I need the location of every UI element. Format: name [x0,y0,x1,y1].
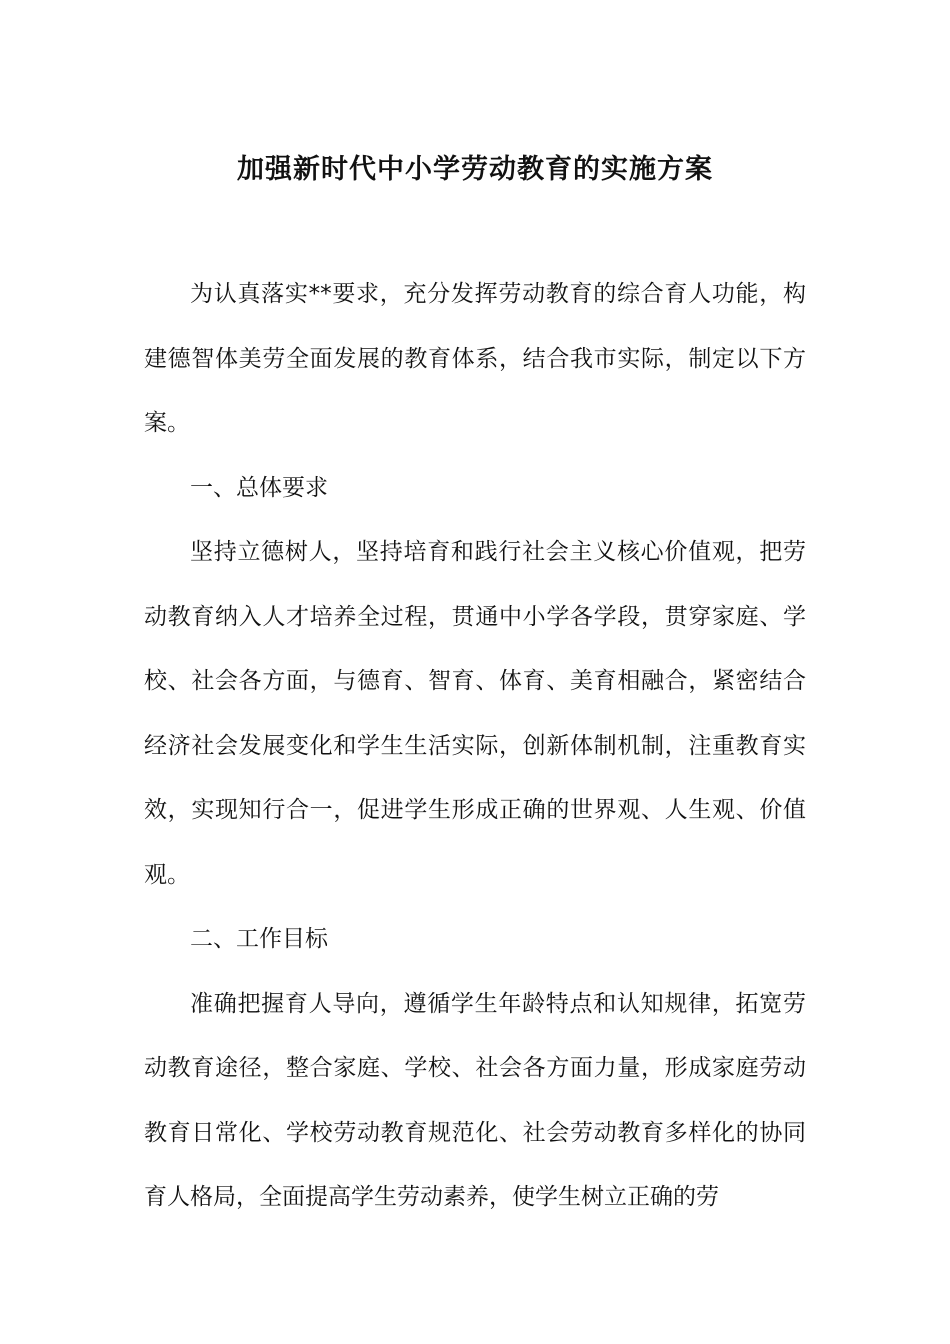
document-title: 加强新时代中小学劳动教育的实施方案 [237,154,713,185]
document-body [144,262,806,1230]
section-heading-general-requirements: 一、总体要求 [190,474,328,501]
work-goals-paragraph: 准确把握育人导向，遵循学生年龄特点和认知规律，拓宽劳动教育途径，整合家庭、学校、社会各方面力量，形成家庭劳动教育日常化、学校劳动教育规范化、社会劳动教育多样化的协同育人格局，全面提高学生劳动素养，使学生树立正确的劳 [144,990,806,1210]
general-requirements-paragraph: 坚持立德树人，坚持培育和践行社会主义核心价值观，把劳动教育纳入人才培养全过程，贯通中小学各学段，贯穿家庭、学校、社会各方面，与德育、智育、体育、美育相融合，紧密结合经济社会发展变化和学生生活实际，创新体制机制，注重教育实效，实现知行合一，促进学生形成正确的世界观、人生观、价值观。 [144,539,806,888]
section-heading-work-goals: 二、工作目标 [190,926,328,952]
intro-paragraph: 为认真落实**要求，充分发挥劳动教育的综合育人功能，构建德智体美劳全面发展的教育体系，结合我市实际，制定以下方案。 [144,281,806,436]
